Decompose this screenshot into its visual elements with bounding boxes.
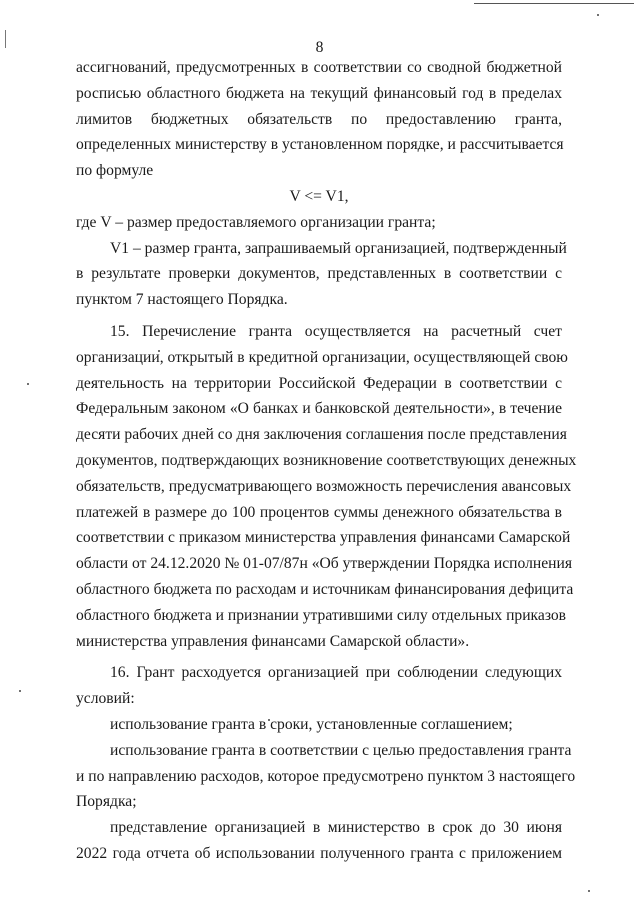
text-line: Порядка; [76,793,137,811]
text-line: определенных министерству в установленном порядке, и рассчитывается [76,136,564,154]
text-line: представление организацией в министерство в срок до 30 июня [110,819,562,837]
scan-edge-line [474,3,634,4]
text-line: использование гранта в сроки, установленные соглашением; [110,715,513,733]
text-line: по формуле [76,162,154,180]
text-line: 15. Перечисление гранта осуществляется на расчетный счет [110,322,562,340]
text-line: организации, открытый в кредитной организации, осуществляющей свою [76,348,568,366]
text-line: Федеральным законом «О банках и банковской деятельности», в течение [76,400,562,418]
text-line: где V – размер предоставляемого организации гранта; [76,213,436,231]
text-line: областного бюджета по расходам и источникам финансирования дефицита [76,580,574,598]
text-line: десяти рабочих дней со дня заключения соглашения после представления [76,426,567,444]
text-line: министерства управления финансами Самарской области». [76,632,470,650]
text-line: условий: [76,690,135,708]
text-line: документов, подтверждающих возникновение соответствующих денежных [76,451,577,469]
text-line: области от 24.12.2020 № 01-07/87н «Об утверждении Порядка исполнения [76,555,573,573]
scan-speck [19,690,21,692]
page-number: 8 [315,39,324,56]
text-line: 16. Грант расходуется организацией при соблюдении следующих [110,664,562,682]
text-line: V1 – размер гранта, запрашиваемый организацией, подтвержденный [110,239,567,257]
text-line: и по направлению расходов, которое предусмотрено пунктом 3 настоящего [76,767,576,785]
text-line: лимитов бюджетных обязательств по предоставлению гранта, [76,110,562,128]
text-line: росписью областного бюджета на текущий финансовый год в пределах [76,84,562,102]
text-line: соответствии с приказом министерства управления финансами Самарской [76,529,571,547]
scan-speck [597,14,599,16]
text-line: обязательств, предусматривающего возможность перечисления авансовых [76,477,572,495]
text-line: ассигнований, предусмотренных в соответствии со сводной бюджетной [76,59,562,76]
text-line: деятельность на территории Российской Федерации в соответствии с [76,374,562,392]
scan-speck [27,383,29,385]
text-line: пунктом 7 настоящего Порядка. [76,291,288,309]
text-line: V <= V1, [289,187,349,205]
document-body [76,55,577,867]
text-line: использование гранта в соответствии с целью предоставления гранта [110,741,572,759]
text-line: областного бюджета и признании утратившими силу отдельных приказов [76,606,567,624]
text-line: платежей в размере до 100 процентов суммы денежного обязательства в [76,503,562,521]
text-line: 2022 года отчета об использовании полученного гранта с приложением [76,844,562,862]
text-line: в результате проверки документов, представленных в соответствии с [76,265,562,283]
scan-speck [588,890,590,892]
